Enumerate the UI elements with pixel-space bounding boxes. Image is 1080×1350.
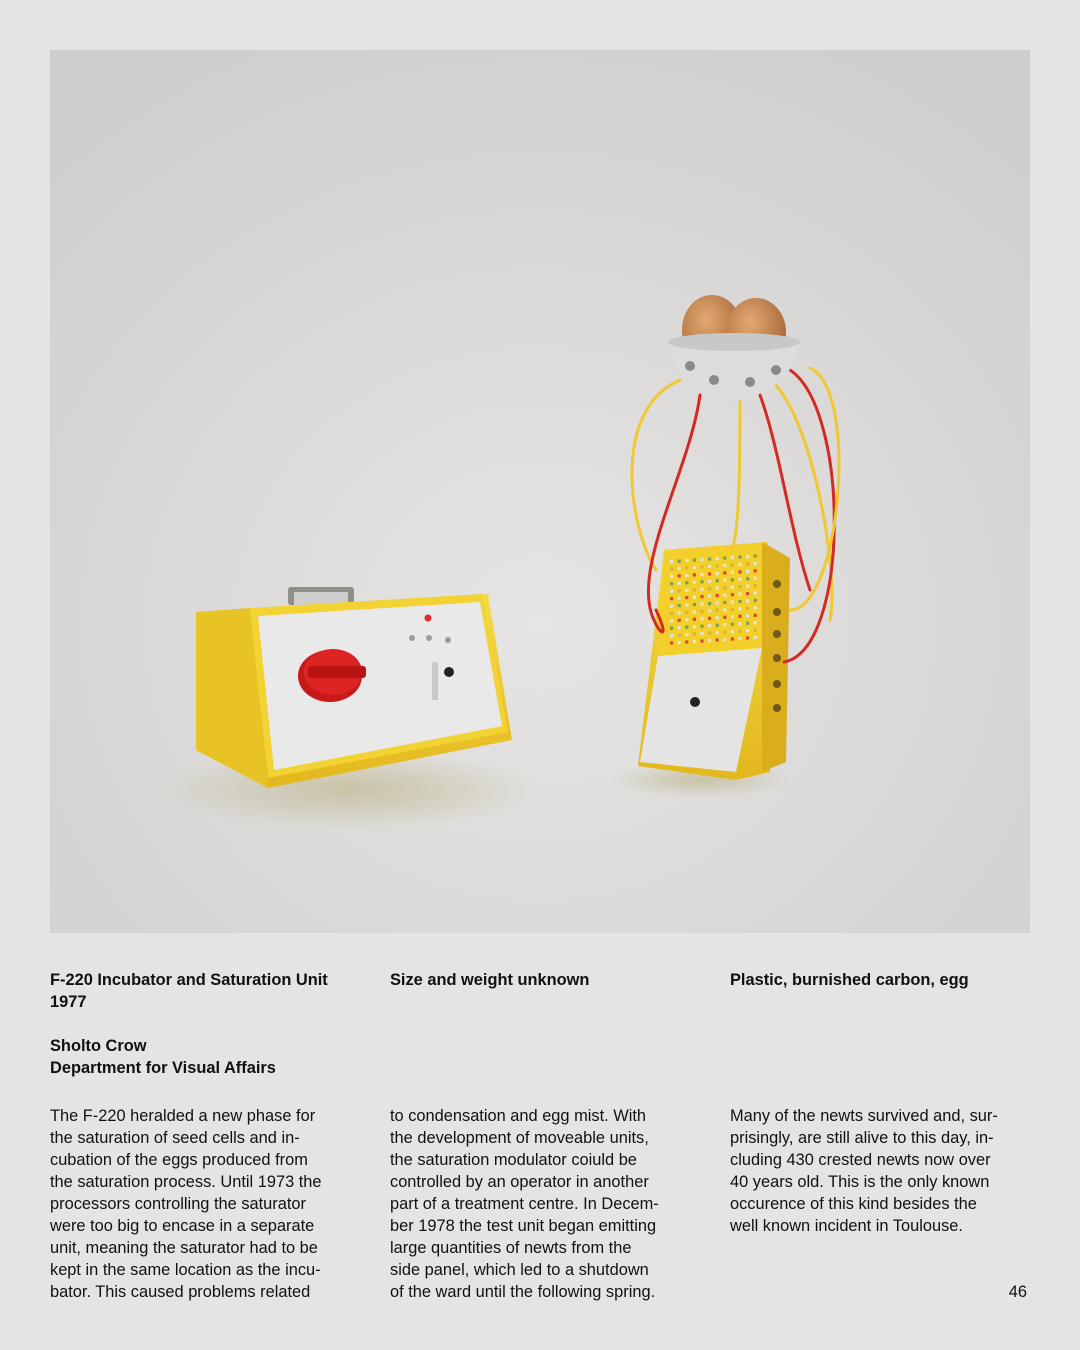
perforation-dot	[716, 616, 719, 619]
perforation-dot	[700, 588, 703, 591]
perforation-dot	[670, 619, 673, 622]
perforation-dot	[685, 611, 688, 614]
body-line: unit, meaning the saturator had to be	[50, 1239, 318, 1257]
perforation-dot	[746, 555, 749, 558]
perforation-dot	[678, 567, 681, 570]
body-line: part of a treatment centre. In Decem-	[390, 1195, 659, 1213]
body-line: kept in the same location as the incu-	[50, 1261, 321, 1279]
perforation-dot	[700, 632, 703, 635]
body-line: The F-220 heralded a new phase for	[50, 1107, 316, 1125]
perforation-dot	[693, 596, 696, 599]
perforation-dot	[685, 603, 688, 606]
perforation-dot	[700, 565, 703, 568]
body-line: the saturation modulator coiuld be	[390, 1151, 637, 1169]
perforation-dot	[678, 582, 681, 585]
perforation-dot	[746, 585, 749, 588]
object-title: F-220 Incubator and Saturation Unit	[50, 971, 328, 989]
perforation-dot	[670, 641, 673, 644]
body-line: Many of the newts survived and, sur-	[730, 1107, 998, 1125]
perforation-dot	[678, 611, 681, 614]
body-line: were too big to encase in a separate	[50, 1217, 315, 1235]
perforation-dot	[716, 594, 719, 597]
perforation-dot	[716, 609, 719, 612]
perforation-dot	[731, 623, 734, 626]
perforation-dot	[716, 624, 719, 627]
body-line: large quantities of newts from the	[390, 1239, 632, 1257]
perforation-dot	[708, 572, 711, 575]
body-line: the saturation of seed cells and in-	[50, 1129, 300, 1147]
perforation-dot	[685, 618, 688, 621]
perforation-dot	[754, 636, 757, 639]
perforation-dot	[708, 639, 711, 642]
perforation-dot	[716, 557, 719, 560]
perforation-dot	[700, 639, 703, 642]
perforation-dot	[746, 592, 749, 595]
caption-materials-block	[730, 969, 1030, 991]
body-line: to condensation and egg mist. With	[390, 1107, 647, 1125]
author-name: Sholto Crow	[50, 1037, 147, 1055]
perforation-dot	[731, 630, 734, 633]
body-line: the development of moveable units,	[390, 1129, 649, 1147]
perforation-dot	[746, 629, 749, 632]
perforation-dot	[670, 604, 673, 607]
perforation-dot	[746, 570, 749, 573]
perforation-dot	[693, 603, 696, 606]
body-line: controlled by an operator in another	[390, 1173, 649, 1191]
perforation-dot	[716, 579, 719, 582]
perforation-dot	[754, 569, 757, 572]
perforation-dot	[685, 559, 688, 562]
perforation-dot	[700, 610, 703, 613]
perforation-dot	[693, 633, 696, 636]
perforation-dot	[738, 563, 741, 566]
perforation-dot	[693, 581, 696, 584]
perforation-dot	[738, 570, 741, 573]
perforation-dot	[731, 586, 734, 589]
perforation-dot	[716, 601, 719, 604]
perforation-dot	[738, 630, 741, 633]
perforation-dot	[754, 614, 757, 617]
perforation-dot	[731, 571, 734, 574]
body-line: prisingly, are still alive to this day, in-	[730, 1129, 994, 1147]
perforation-dot	[708, 595, 711, 598]
incubator-unit	[160, 587, 540, 830]
body-column-3	[730, 1105, 1030, 1237]
perforation-dot	[738, 637, 741, 640]
perforation-dot	[678, 604, 681, 607]
perforation-dot	[693, 559, 696, 562]
perforation-dot	[738, 607, 741, 610]
perforation-dot	[678, 560, 681, 563]
perforation-dot	[754, 621, 757, 624]
perforation-dot	[670, 590, 673, 593]
perforation-dot	[670, 634, 673, 637]
perforation-dot	[754, 562, 757, 565]
perforation-dot	[670, 560, 673, 563]
perforation-dot	[700, 617, 703, 620]
body-line: cubation of the eggs produced from	[50, 1151, 308, 1169]
perforation-dot	[693, 625, 696, 628]
perforation-dot	[693, 566, 696, 569]
perforation-dot	[723, 579, 726, 582]
perforation-dot	[746, 562, 749, 565]
perforation-dot	[678, 641, 681, 644]
body-line: cluding 430 crested newts now over	[730, 1151, 991, 1169]
perforation-dot	[738, 585, 741, 588]
perforation-dot	[700, 602, 703, 605]
perforation-dot	[738, 556, 741, 559]
perforation-dot	[738, 600, 741, 603]
perforation-dot	[685, 589, 688, 592]
perforation-dot	[754, 555, 757, 558]
perforation-dot	[685, 633, 688, 636]
perforation-dot	[685, 574, 688, 577]
perforation-dot	[670, 627, 673, 630]
perforation-dot	[746, 636, 749, 639]
perforation-dot	[670, 582, 673, 585]
object-size: Size and weight unknown	[390, 971, 590, 989]
perforation-dot	[746, 577, 749, 580]
perforation-dot	[670, 575, 673, 578]
perforation-dot	[708, 617, 711, 620]
perforation-dot	[754, 592, 757, 595]
product-photo	[50, 50, 1030, 933]
caption-title-block	[50, 969, 350, 1013]
perforation-dot	[678, 626, 681, 629]
perforation-dot	[678, 634, 681, 637]
perforation-dot	[693, 618, 696, 621]
perforation-dot	[708, 580, 711, 583]
department-name: Department for Visual Affairs	[50, 1059, 276, 1077]
perforation-dot	[754, 584, 757, 587]
perforation-dot	[685, 596, 688, 599]
perforation-dot	[716, 638, 719, 641]
perforation-dot	[685, 626, 688, 629]
object-year: 1977	[50, 993, 87, 1011]
perforation-dot	[746, 622, 749, 625]
credit-block	[50, 1035, 276, 1079]
perforation-dot	[685, 581, 688, 584]
perforation-dot	[723, 586, 726, 589]
perforation-dot	[700, 595, 703, 598]
perforation-dot	[723, 564, 726, 567]
perforation-dot	[685, 640, 688, 643]
perforation-dot	[731, 608, 734, 611]
page-number: 46	[1008, 1283, 1027, 1301]
perforation-dot	[685, 566, 688, 569]
perforation-dot	[693, 610, 696, 613]
perforation-dot	[716, 587, 719, 590]
perforation-dot	[670, 567, 673, 570]
perforation-dot	[746, 614, 749, 617]
perforation-dot	[746, 599, 749, 602]
perforation-dot	[738, 593, 741, 596]
perforation-dot	[700, 573, 703, 576]
perforation-dot	[723, 631, 726, 634]
perforation-dot	[700, 558, 703, 561]
body-line: 40 years old. This is the only known	[730, 1173, 990, 1191]
perforation-dot	[708, 602, 711, 605]
body-line: of the ward until the following spring.	[390, 1283, 656, 1301]
perforation-dot	[700, 625, 703, 628]
perforation-dot	[738, 615, 741, 618]
perforation-dot	[716, 572, 719, 575]
body-line: ber 1978 the test unit began emitting	[390, 1217, 657, 1235]
perforation-dot	[708, 624, 711, 627]
perforation-dot	[700, 580, 703, 583]
perforation-dot	[723, 571, 726, 574]
perforation-dot	[731, 578, 734, 581]
perforation-dot	[708, 587, 711, 590]
perforation-dot	[708, 565, 711, 568]
perforation-dot	[716, 631, 719, 634]
perforation-dot	[731, 563, 734, 566]
body-line: occurence of this kind besides the	[730, 1195, 977, 1213]
perforation-dot	[678, 574, 681, 577]
perforation-dot	[746, 607, 749, 610]
perforation-dot	[693, 573, 696, 576]
perforation-dot	[670, 612, 673, 615]
body-line: bator. This caused problems related	[50, 1283, 311, 1301]
perforation-dot	[731, 600, 734, 603]
perforation-dot	[693, 640, 696, 643]
perforation-dot	[738, 622, 741, 625]
object-materials: Plastic, burnished carbon, egg	[730, 971, 969, 989]
perforation-dot	[738, 578, 741, 581]
perforation-dot	[708, 558, 711, 561]
perforation-dot	[723, 557, 726, 560]
perforation-dot	[716, 564, 719, 567]
perforation-dot	[754, 606, 757, 609]
perforation-dot	[708, 609, 711, 612]
body-column-1	[50, 1105, 350, 1303]
perforation-dot	[723, 623, 726, 626]
perforation-dot	[731, 593, 734, 596]
perforation-dot	[723, 601, 726, 604]
perforation-dot	[670, 597, 673, 600]
perforation-dot	[754, 599, 757, 602]
perforation-dot	[678, 589, 681, 592]
body-line: processors controlling the saturator	[50, 1195, 306, 1213]
perforation-dot	[731, 637, 734, 640]
body-line: the saturation process. Until 1973 the	[50, 1173, 322, 1191]
perforation-dot	[693, 588, 696, 591]
perforation-dot	[731, 556, 734, 559]
perforation-dot	[723, 616, 726, 619]
perforation-dot	[723, 638, 726, 641]
perforation-dot	[678, 597, 681, 600]
body-line: well known incident in Toulouse.	[730, 1217, 963, 1235]
perforation-dot	[678, 619, 681, 622]
perforation-dot	[723, 608, 726, 611]
perforation-dot	[754, 629, 757, 632]
perforation-dot	[754, 577, 757, 580]
body-column-2	[390, 1105, 690, 1303]
body-line: side panel, which led to a shutdown	[390, 1261, 649, 1279]
perforation-dot	[731, 615, 734, 618]
perforation-dot	[708, 632, 711, 635]
caption-size-block	[390, 969, 690, 991]
perforation-dot	[723, 594, 726, 597]
